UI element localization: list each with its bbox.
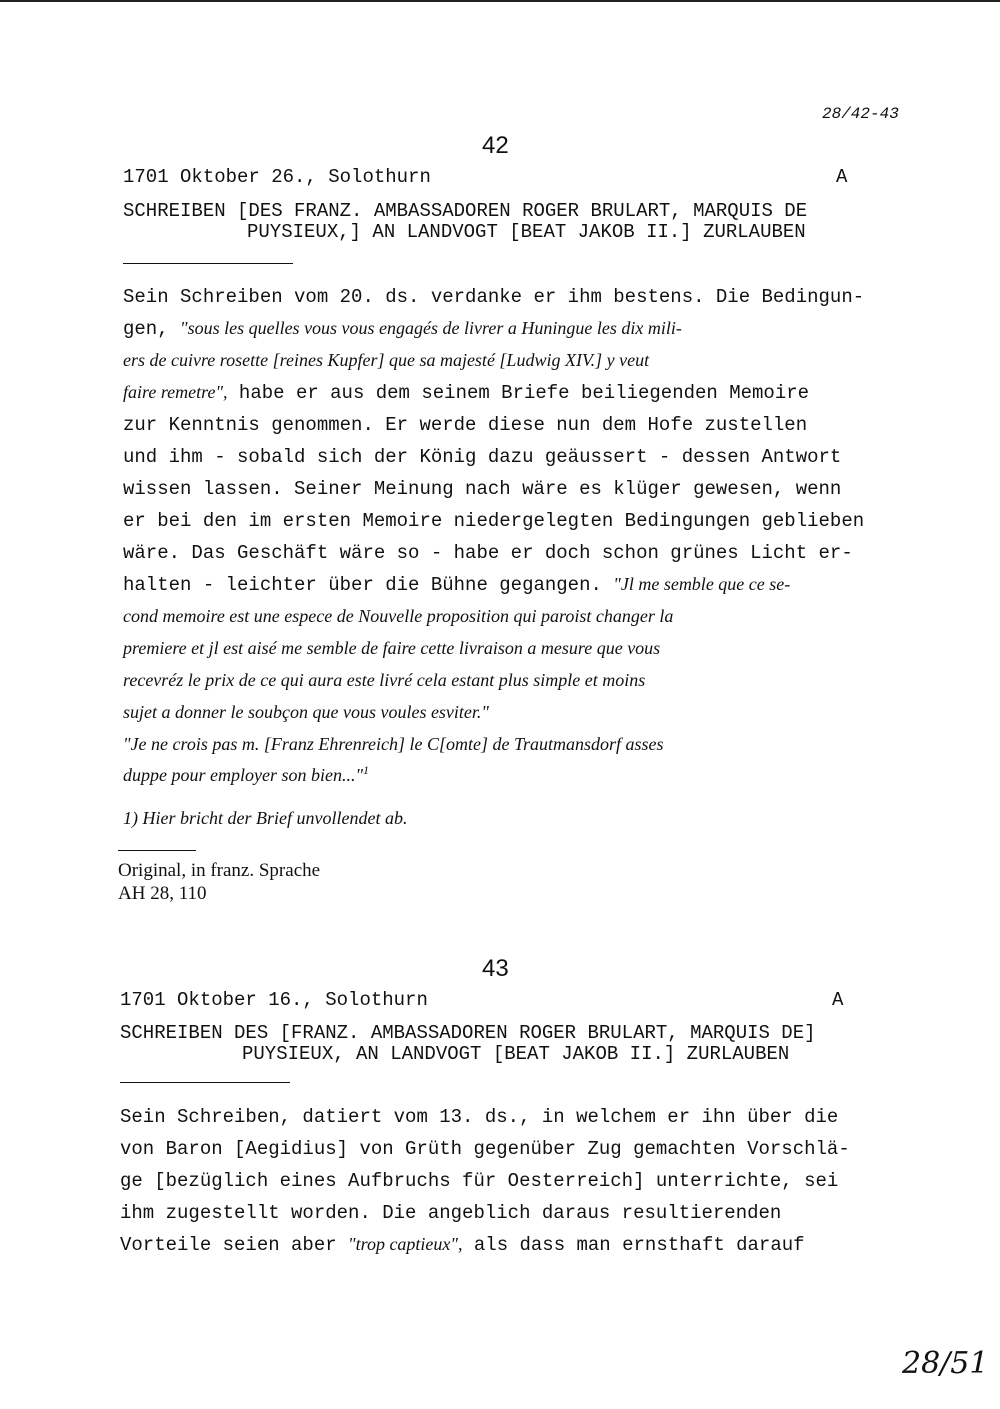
doc42-body-line: faire remetre", habe er aus dem seinem Briefe beiliegenden Memoire: [123, 382, 810, 404]
doc42-date-place: 1701 Oktober 26., Solothurn: [123, 166, 431, 188]
doc43-body-line: Sein Schreiben, datiert vom 13. ds., in welchem er ihn über die: [120, 1106, 839, 1128]
doc43-body-line: von Baron [Aegidius] von Grüth gegenüber Zug gemachten Vorschlä-: [120, 1138, 850, 1160]
doc43-body-line: ge [bezüglich eines Aufbruchs für Oesterreich] unterrichte, sei: [120, 1170, 839, 1192]
doc42-body-line: er bei den im ersten Memoire niedergelegten Bedingungen geblieben: [123, 510, 865, 532]
doc43-title-rule: [120, 1082, 290, 1083]
doc42-body-line: Sein Schreiben vom 20. ds. verdanke er ihm bestens. Die Bedingun-: [123, 286, 865, 308]
doc42-body-line: recevréz le prix de ce qui aura este livré cela estant plus simple et moins: [123, 670, 646, 690]
doc42-body-line: halten - leichter über die Bühne gegangen. "Jl me semble que ce se-: [123, 574, 791, 596]
document-number-42: 42: [482, 132, 509, 159]
doc42-body-line: ers de cuivre rosette [reines Kupfer] que sa majesté [Ludwig XIV.] y veut: [123, 350, 650, 370]
doc42-title-line2: PUYSIEUX,] AN LANDVOGT [BEAT JAKOB II.] ZURLAUBEN: [247, 221, 806, 243]
doc42-body-line: und ihm - sobald sich der König dazu geäussert - dessen Antwort: [123, 446, 842, 468]
doc43-date-place: 1701 Oktober 16., Solothurn: [120, 989, 428, 1011]
doc42-body-line: zur Kenntnis genommen. Er werde diese nun dem Hofe zustellen: [123, 414, 808, 436]
doc43-title-line2: PUYSIEUX, AN LANDVOGT [BEAT JAKOB II.] ZURLAUBEN: [242, 1043, 790, 1065]
page-reference: 28/42-43: [822, 105, 899, 123]
doc42-body-line: wissen lassen. Seiner Meinung nach wäre es klüger gewesen, wenn: [123, 478, 842, 500]
doc42-body-line: cond memoire est une espece de Nouvelle proposition qui paroist changer la: [123, 606, 674, 626]
doc42-body-line: gen, "sous les quelles vous vous engagés de livrer a Huningue les dix mili-: [123, 318, 682, 340]
archive-signature: 28/51: [902, 1346, 989, 1381]
doc43-body-line: ihm zugestellt worden. Die angeblich daraus resultierenden: [120, 1202, 782, 1224]
doc42-body-line: premiere et jl est aisé me semble de faire cette livraison a mesure que vous: [123, 638, 661, 658]
doc42-body-line: duppe pour employer son bien..."$^1$: [123, 763, 370, 785]
doc42-body-line: wäre. Das Geschäft wäre so - habe er doch schon grünes Licht er-: [123, 542, 853, 564]
doc42-source-line2: AH 28, 110: [118, 883, 207, 904]
doc43-body-line: Vorteile seien aber "trop captieux", als dass man ernsthaft darauf: [120, 1234, 805, 1256]
doc42-source-rule: [118, 850, 196, 851]
doc42-title-rule: [123, 263, 293, 264]
doc42-source-line1: Original, in franz. Sprache: [118, 860, 321, 881]
doc42-footnote: 1) Hier bricht der Brief unvollendet ab.: [123, 808, 408, 828]
doc43-category: A: [832, 989, 844, 1011]
top-border: [0, 0, 1000, 2]
doc42-category: A: [836, 166, 848, 188]
doc42-title-line1: SCHREIBEN [DES FRANZ. AMBASSADOREN ROGER BRULART, MARQUIS DE: [123, 200, 808, 222]
doc42-body-line: "Je ne crois pas m. [Franz Ehrenreich] le C[omte] de Trautmansdorf asses: [123, 734, 664, 754]
doc42-body-line: sujet a donner le soubçon que vous voules esviter.": [123, 702, 489, 722]
document-number-43: 43: [482, 955, 509, 982]
doc43-title-line1: SCHREIBEN DES [FRANZ. AMBASSADOREN ROGER BRULART, MARQUIS DE]: [120, 1022, 816, 1044]
footnote-marker: 1: [363, 763, 370, 777]
